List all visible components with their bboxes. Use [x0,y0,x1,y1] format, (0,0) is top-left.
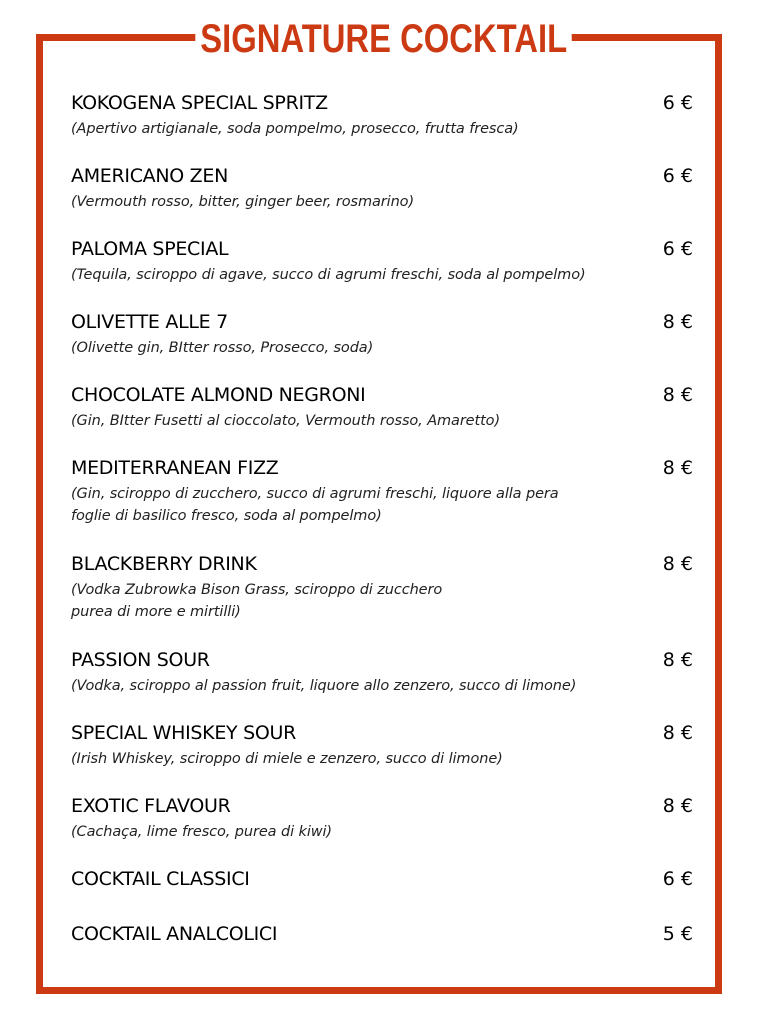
menu-item-price: 8 € [662,795,693,817]
menu-item-name: COCKTAIL CLASSICI [71,868,250,890]
menu-item-description: (Vodka, sciroppo al passion fruit, liquore allo zenzero, succo di limone) [71,678,577,694]
menu-item-description: (Gin, sciroppo di zucchero, succo di agrumi freschi, liquore alla pera foglie di basilico fresco, soda al pompelmo) [71,486,559,524]
menu-item-price: 8 € [662,384,693,406]
menu-item-price: 5 € [662,923,693,945]
menu-item-header [71,553,693,579]
menu-item-header [71,649,693,675]
menu-item-price: 8 € [662,457,693,479]
menu-item-name: KOKOGENA SPECIAL SPRITZ [71,92,328,114]
menu-item-header [71,457,693,483]
menu-item [71,92,693,165]
menu-item [71,165,693,238]
menu-item [71,384,693,457]
menu-item-header [71,795,693,821]
menu-item-header [71,868,693,894]
menu-item-name: SPECIAL WHISKEY SOUR [71,722,296,744]
menu-item-header [71,722,693,748]
menu-title: SIGNATURE COCKTAIL [196,14,573,64]
menu-item [71,923,693,963]
menu-item-description: (Cachaça, lime fresco, purea di kiwi) [71,824,332,840]
menu-item-price: 6 € [662,868,693,890]
menu-item-name: PALOMA SPECIAL [71,238,229,260]
menu-item-header [71,165,693,191]
menu-item-price: 8 € [662,722,693,744]
menu-item-name: AMERICANO ZEN [71,165,229,187]
menu-item-name: PASSION SOUR [71,649,210,671]
menu-item-description: (Irish Whiskey, sciroppo di miele e zenzero, succo di limone) [71,751,503,767]
menu-item-description: (Apertivo artigianale, soda pompelmo, prosecco, frutta fresca) [71,121,519,137]
menu-item-price: 8 € [662,311,693,333]
menu-item [71,553,693,649]
menu-item-price: 8 € [662,553,693,575]
menu-item [71,795,693,868]
menu-title-wrapper [0,14,768,64]
menu-item [71,311,693,384]
menu-item-header [71,311,693,337]
cocktail-list [71,92,693,963]
menu-item-price: 8 € [662,649,693,671]
menu-item-header [71,384,693,410]
menu-item [71,868,693,923]
menu-item-header [71,238,693,264]
menu-item-name: MEDITERRANEAN FIZZ [71,457,279,479]
menu-item-name: EXOTIC FLAVOUR [71,795,231,817]
menu-item-description: (Tequila, sciroppo di agave, succo di agrumi freschi, soda al pompelmo) [71,267,586,283]
menu-item-price: 6 € [662,238,693,260]
menu-item [71,649,693,722]
menu-item [71,238,693,311]
menu-item-name: BLACKBERRY DRINK [71,553,257,575]
menu-item-description: (Olivette gin, BItter rosso, Prosecco, soda) [71,340,374,356]
menu-item-header [71,923,693,949]
menu-item-description: (Vermouth rosso, bitter, ginger beer, rosmarino) [71,194,415,210]
menu-item-header [71,92,693,118]
menu-item-description: (Gin, BItter Fusetti al cioccolato, Vermouth rosso, Amaretto) [71,413,501,429]
menu-item-name: COCKTAIL ANALCOLICI [71,923,278,945]
menu-item [71,457,693,553]
menu-item-description: (Vodka Zubrowka Bison Grass, sciroppo di zucchero purea di more e mirtilli) [71,582,443,620]
menu-item [71,722,693,795]
menu-item-name: CHOCOLATE ALMOND NEGRONI [71,384,366,406]
menu-item-name: OLIVETTE ALLE 7 [71,311,228,333]
menu-item-price: 6 € [662,165,693,187]
menu-item-price: 6 € [662,92,693,114]
